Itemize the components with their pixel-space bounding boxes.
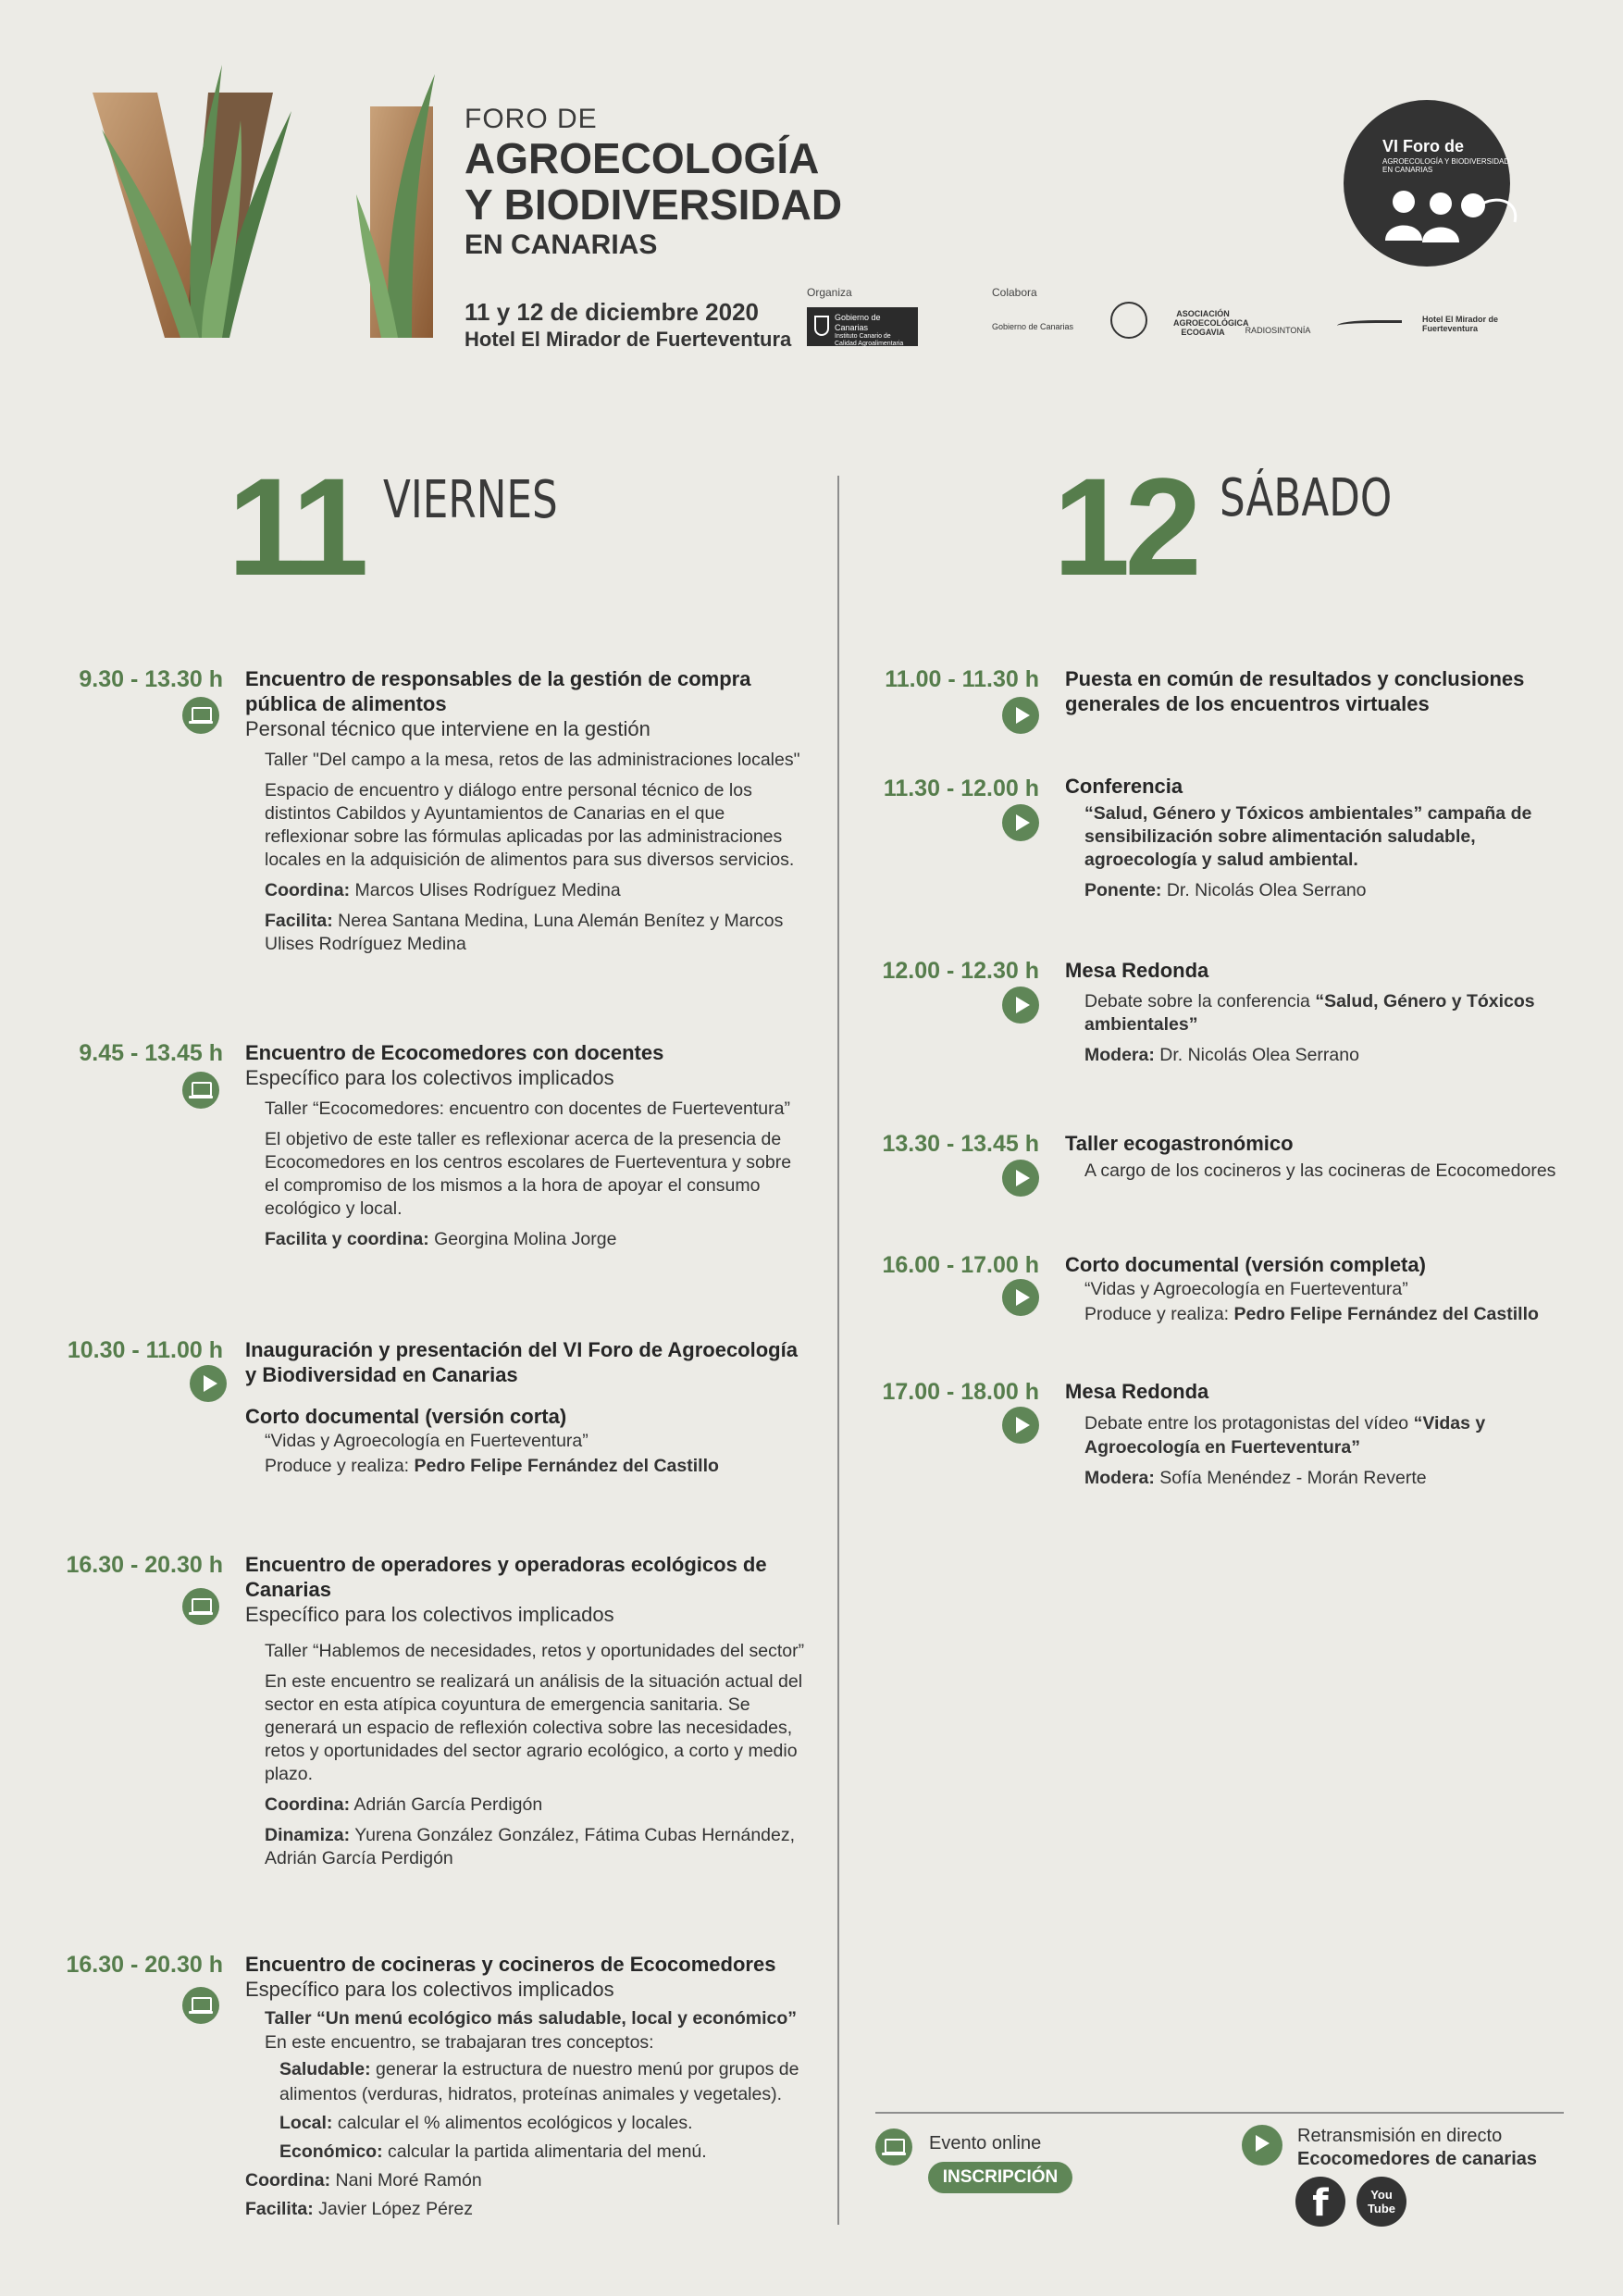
- text-bold: “Vidas y Agroecología en Fuerteventura”: [1084, 1413, 1486, 1458]
- concept-label: Local:: [279, 2113, 333, 2133]
- event-intro: En este encuentro, se trabajaran tres conceptos:: [265, 2032, 654, 2053]
- event-credit: [265, 1454, 810, 1479]
- friday-3-time: 10.30 - 11.00 h: [67, 1337, 223, 1363]
- friday-4-time: 16.30 - 20.30 h: [66, 1552, 223, 1578]
- badge-sub-1: AGROECOLOGÍA Y BIODIVERSIDAD: [1382, 157, 1510, 166]
- collaborator-logo-4: RADIOSINTONÍA: [1245, 326, 1311, 335]
- role-label: Coordina:: [265, 1794, 351, 1815]
- event-role-1: [245, 2168, 810, 2193]
- event-title-2: Corto documental (versión corta): [245, 1405, 567, 1428]
- role-value: Georgina Molina Jorge: [434, 1229, 617, 1249]
- forum-title: [465, 104, 842, 261]
- stream-line-1: Retransmisión en directo: [1297, 2126, 1503, 2146]
- event-subtitle: Específico para los colectivos implicados: [245, 1066, 614, 1089]
- text-bold: “Salud, Género y Tóxicos ambientales”: [1084, 991, 1535, 1035]
- youtube-tube: Tube: [1367, 2202, 1396, 2215]
- saturday-1-time: 11.00 - 11.30 h: [885, 666, 1039, 692]
- concept-value: calcular la partida alimentaria del menú.: [388, 2141, 707, 2162]
- event-description: El objetivo de este taller es reflexionar acerca de la presencia de Ecocomedores en los centros escolares de Fuerteventura y sobre el compromiso de los mismos a la hora de apoyar el consumo ecológico y local.: [265, 1129, 792, 1219]
- event-role-1: [1084, 879, 1565, 902]
- event-subtitle: Específico para los colectivos implicados: [245, 1603, 614, 1626]
- event-film-title: “Vidas y Agroecología en Fuerteventura”: [265, 1431, 588, 1451]
- title-line-2: Y BIODIVERSIDAD: [465, 180, 843, 229]
- text-normal: Debate sobre la conferencia: [1084, 991, 1310, 1011]
- day-2-name: SÁBADO: [1220, 468, 1393, 528]
- friday-event-4: [245, 1552, 810, 1870]
- organiza-label: Organiza: [807, 286, 852, 299]
- saturday-2-time: 11.30 - 12.00 h: [883, 776, 1039, 801]
- concept-3: [279, 2140, 810, 2165]
- event-date: 11 y 12 de diciembre 2020: [465, 298, 759, 326]
- saturday-event-2: [1065, 774, 1565, 902]
- youtube-you: You: [1370, 2188, 1393, 2202]
- role-label: Coordina:: [265, 880, 351, 900]
- event-taller: Taller "Del campo a la mesa, retos de las administraciones locales": [265, 750, 800, 770]
- friday-2-time: 9.45 - 13.45 h: [79, 1040, 223, 1066]
- event-venue: Hotel El Mirador de Fuerteventura: [465, 328, 792, 351]
- event-role-1: [265, 1793, 810, 1817]
- laptop-icon[interactable]: [182, 1588, 219, 1625]
- saturday-4-time: 13.30 - 13.45 h: [882, 1131, 1039, 1157]
- collaborator-swoosh-logo: [1337, 320, 1402, 329]
- role-value: Dr. Nicolás Olea Serrano: [1159, 1045, 1359, 1065]
- concept-label: Saludable:: [279, 2059, 371, 2079]
- event-taller: Taller “Hablemos de necesidades, retos y oportunidades del sector”: [265, 1641, 805, 1661]
- play-icon: [1242, 2125, 1282, 2166]
- event-title: Encuentro de Ecocomedores con docentes: [245, 1041, 664, 1064]
- role-label: Facilita:: [245, 2199, 314, 2219]
- laptop-icon[interactable]: [182, 1987, 219, 2024]
- title-line-3: EN CANARIAS: [465, 230, 658, 260]
- forum-badge: [1344, 100, 1510, 267]
- collaborator-logo-6: Hotel El Mirador de Fuerteventura: [1422, 315, 1499, 333]
- concept-value: calcular el % alimentos ecológicos y locales.: [337, 2113, 693, 2133]
- event-title: Mesa Redonda: [1065, 1380, 1209, 1403]
- event-bold-text: “Salud, Género y Tóxicos ambientales” campaña de sensibilización sobre alimentación saludable, agroecología y salud ambiental.: [1084, 803, 1532, 870]
- play-icon[interactable]: [1002, 1407, 1039, 1444]
- event-role-1: [1084, 1044, 1565, 1067]
- event-film-title: “Vidas y Agroecología en Fuerteventura”: [1084, 1279, 1408, 1299]
- organizer-logo-text: Gobierno de Canarias: [835, 313, 881, 332]
- role-label: Modera:: [1084, 1468, 1155, 1488]
- play-icon[interactable]: [1002, 697, 1039, 734]
- event-text: [1084, 990, 1565, 1036]
- event-role-2: [245, 2197, 810, 2222]
- role-value: Adrián García Perdigón: [353, 1794, 543, 1815]
- event-role-2: [265, 1824, 810, 1870]
- saturday-5-time: 16.00 - 17.00 h: [882, 1252, 1039, 1278]
- event-title: Mesa Redonda: [1065, 959, 1209, 982]
- day-1-name: VIERNES: [383, 470, 558, 530]
- event-subtitle: Personal técnico que interviene en la gestión: [245, 717, 650, 740]
- saturday-event-5: [1065, 1252, 1565, 1327]
- event-title: Inauguración y presentación del VI Foro de Agroecología y Biodiversidad en Canarias: [245, 1338, 798, 1386]
- role-value: Sofía Menéndez - Morán Reverte: [1159, 1468, 1427, 1488]
- laptop-icon: [875, 2128, 912, 2166]
- event-role-1: [265, 1228, 810, 1251]
- play-icon[interactable]: [1002, 1279, 1039, 1316]
- event-subtitle: Específico para los colectivos implicados: [245, 1978, 614, 2001]
- event-title: Puesta en común de resultados y conclusiones generales de los encuentros virtuales: [1065, 667, 1525, 715]
- friday-event-5: [245, 1952, 810, 2222]
- concept-label: Económico:: [279, 2141, 383, 2162]
- event-title: Encuentro de operadores y operadoras ecológicos de Canarias: [245, 1553, 767, 1601]
- role-value: Nerea Santana Medina, Luna Alemán Benítez y Marcos Ulises Rodríguez Medina: [265, 911, 784, 954]
- laptop-icon[interactable]: [182, 697, 219, 734]
- colabora-label: Colabora: [992, 286, 1037, 299]
- vi-aloe-logo: [93, 65, 444, 352]
- role-value: Nani Moré Ramón: [335, 2170, 482, 2191]
- event-title: Corto documental (versión completa): [1065, 1253, 1426, 1276]
- event-credit: [1084, 1302, 1565, 1327]
- collaborator-logo-3: ASOCIACIÓN AGROECOLÓGICA ECOGAVIA: [1173, 309, 1249, 337]
- role-label: Dinamiza:: [265, 1825, 351, 1845]
- stream-line-2: Ecocomedores de canarias: [1297, 2149, 1538, 2169]
- stream-label: [1297, 2125, 1537, 2171]
- legend-divider: [875, 2112, 1564, 2114]
- role-value: Dr. Nicolás Olea Serrano: [1166, 880, 1367, 900]
- event-role-1: [265, 879, 810, 902]
- column-divider: [837, 476, 839, 2225]
- credit-value: Pedro Felipe Fernández del Castillo: [414, 1456, 719, 1476]
- role-value: Javier López Pérez: [318, 2199, 474, 2219]
- badge-title: VI Foro de: [1382, 137, 1465, 155]
- role-label: Facilita:: [265, 911, 333, 931]
- event-description: En este encuentro se realizará un análisis de la situación actual del sector en esta atípica coyuntura de emergencia sanitaria. Se generará un espacio de reflexión colectiva sobre las necesidades, retos y oportunidades del sector agrario ecológico, a corto y medio plazo.: [265, 1671, 803, 1784]
- concept-2: [279, 2111, 810, 2136]
- event-title: Encuentro de responsables de la gestión de compra pública de alimentos: [245, 667, 751, 715]
- people-silhouette-icon: [1362, 185, 1529, 259]
- saturday-event-4: [1065, 1131, 1565, 1183]
- role-value: Yurena González González, Fátima Cubas Hernández, Adrián García Perdigón: [265, 1825, 796, 1868]
- play-icon[interactable]: [1002, 804, 1039, 841]
- play-icon[interactable]: [1002, 987, 1039, 1024]
- credit-label: Produce y realiza:: [265, 1456, 410, 1476]
- friday-1-time: 9.30 - 13.30 h: [79, 666, 223, 692]
- event-taller: Taller “Ecocomedores: encuentro con docentes de Fuerteventura”: [265, 1098, 790, 1119]
- title-foro-de: FORO DE: [465, 104, 598, 134]
- friday-5-time: 16.30 - 20.30 h: [66, 1952, 223, 1978]
- saturday-event-3: [1065, 958, 1565, 1067]
- saturday-event-6: [1065, 1379, 1565, 1490]
- friday-event-1: [245, 666, 810, 956]
- event-role-1: [1084, 1467, 1565, 1490]
- role-label: Coordina:: [245, 2170, 331, 2191]
- role-value: Marcos Ulises Rodríguez Medina: [354, 880, 621, 900]
- saturday-event-1: [1065, 666, 1565, 716]
- event-taller: Taller “Un menú ecológico más saludable, local y económico”: [265, 2008, 798, 2029]
- saturday-3-time: 12.00 - 12.30 h: [882, 958, 1039, 984]
- laptop-icon[interactable]: [182, 1072, 219, 1109]
- role-label: Ponente:: [1084, 880, 1162, 900]
- play-icon[interactable]: [1002, 1160, 1039, 1197]
- saturday-6-time: 17.00 - 18.00 h: [882, 1379, 1039, 1405]
- play-icon[interactable]: [190, 1365, 227, 1402]
- event-text: A cargo de los cocineros y las cocineras de Ecocomedores: [1084, 1160, 1556, 1181]
- badge-sub: [1382, 157, 1509, 174]
- credit-value: Pedro Felipe Fernández del Castillo: [1233, 1304, 1539, 1324]
- event-text: [1084, 1411, 1565, 1459]
- day-1-number: 11: [228, 449, 364, 604]
- role-label: Facilita y coordina:: [265, 1229, 429, 1249]
- badge-sub-2: EN CANARIAS: [1382, 166, 1433, 174]
- collaborator-seal-logo: [1110, 302, 1147, 339]
- facebook-icon[interactable]: f: [1295, 2177, 1345, 2227]
- text-normal: Debate entre los protagonistas del vídeo: [1084, 1413, 1409, 1433]
- title-line-1: AGROECOLOGÍA: [465, 134, 820, 182]
- online-label: Evento online: [929, 2133, 1042, 2153]
- concept-1: [279, 2057, 810, 2107]
- organizer-logo: [807, 307, 918, 346]
- friday-event-2: [245, 1040, 810, 1251]
- collaborator-logo-1: Gobierno de Canarias: [992, 322, 1074, 331]
- credit-label: Produce y realiza:: [1084, 1304, 1230, 1324]
- organizer-logo-sub: Instituto Canario de Calidad Agroalimentaria: [835, 333, 904, 347]
- event-title: Conferencia: [1065, 775, 1183, 798]
- inscripcion-button[interactable]: INSCRIPCIÓN: [928, 2162, 1072, 2193]
- concept-value: generar la estructura de nuestro menú por grupos de alimentos (verduras, hidratos, proteínas animales y vegetales).: [279, 2059, 799, 2104]
- youtube-icon[interactable]: [1357, 2177, 1406, 2227]
- event-role-2: [265, 910, 810, 956]
- friday-event-3: [245, 1337, 810, 1479]
- day-2-number: 12: [1053, 449, 1196, 604]
- event-description: Espacio de encuentro y diálogo entre personal técnico de los distintos Cabildos y Ayuntamientos de Canarias en el que reflexionar sobre las fórmulas aplicadas por las administraciones locales en la adquisición de alimentos para sus diversos servicios.: [265, 780, 795, 870]
- event-title: Encuentro de cocineras y cocineros de Ecocomedores: [245, 1953, 776, 1976]
- role-label: Modera:: [1084, 1045, 1155, 1065]
- shield-icon: [814, 316, 829, 336]
- event-title: Taller ecogastronómico: [1065, 1132, 1294, 1155]
